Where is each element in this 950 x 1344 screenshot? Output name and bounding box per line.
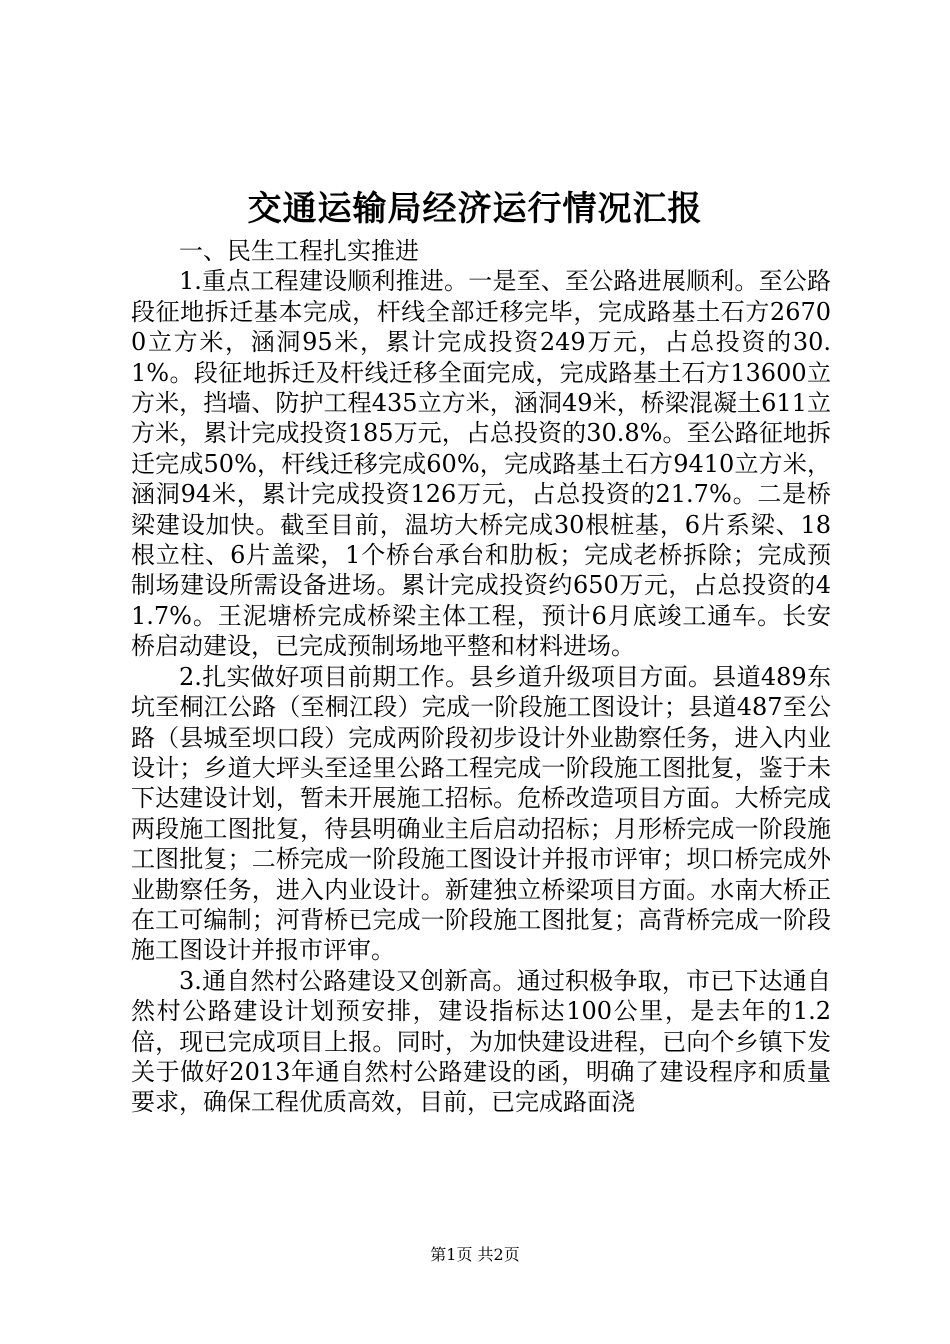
body-paragraph: 1.重点工程建设顺利推进。一是至、至公路进展顺利。至公路段征地拆迁基本完成，杆线全部迁移完毕，完成路基土石方26700立方米，涵洞95米，累计完成投资249万元，占总投资的30.1%。段征地拆迁及杆线迁移全面完成，完成路基土石方13600立方米，挡墙、防护工程435立方米，涵洞49米，桥梁混凝土611立方米，累计完成投资185万元，占总投资的30.8%。至公路征地拆迁完成50%，杆线迁移完成60%，完成路基土石方9410立方米，涵洞94米，累计完成投资126万元，占总投资的21.7%。二是桥梁建设加快。截至目前，温坊大桥完成30根桩基，6片系梁、18根立柱、6片盖梁，1个桥台承台和肋板；完成老桥拆除；完成预制场建设所需设备进场。累计完成投资约650万元，占总投资的41.7%。王泥塘桥完成桥梁主体工程，预计6月底竣工通车。长安桥启动建设，已完成预制场地平整和材料进场。 [131, 267, 831, 661]
document-title: 交通运输局经济运行情况汇报 [247, 189, 703, 229]
section-heading: 一、民生工程扎实推进 [179, 237, 419, 265]
document-body [131, 236, 831, 1118]
body-paragraph: 2.扎实做好项目前期工作。县乡道升级项目方面。县道489东坑至桐江公路（至桐江段）完成一阶段施工图设计；县道487至公路（县城至坝口段）完成两阶段初步设计外业勘察任务，进入内业设计；乡道大坪头至迳里公路工程完成一阶段施工图批复，鉴于未下达建设计划，暂未开展施工招标。危桥改造项目方面。大桥完成两段施工图批复，待县明确业主后启动招标；月形桥完成一阶段施工图批复；二桥完成一阶段施工图设计并报市评审；坝口桥完成外业勘察任务，进入内业设计。新建独立桥梁项目方面。水南大桥正在工可编制；河背桥已完成一阶段施工图批复；高背桥完成一阶段施工图设计并报市评审。 [131, 662, 831, 965]
page-number-footer: 第1页 共2页 [430, 1245, 520, 1264]
body-paragraph: 3.通自然村公路建设又创新高。通过积极争取，市已下达通自然村公路建设计划预安排，建设指标达100公里，是去年的1.2倍，现已完成项目上报。同时，为加快建设进程，已向个乡镇下发关于做好2013年通自然村公路建设的函，明确了建设程序和质量要求，确保工程优质高效，目前，已完成路面浇 [131, 966, 831, 1117]
